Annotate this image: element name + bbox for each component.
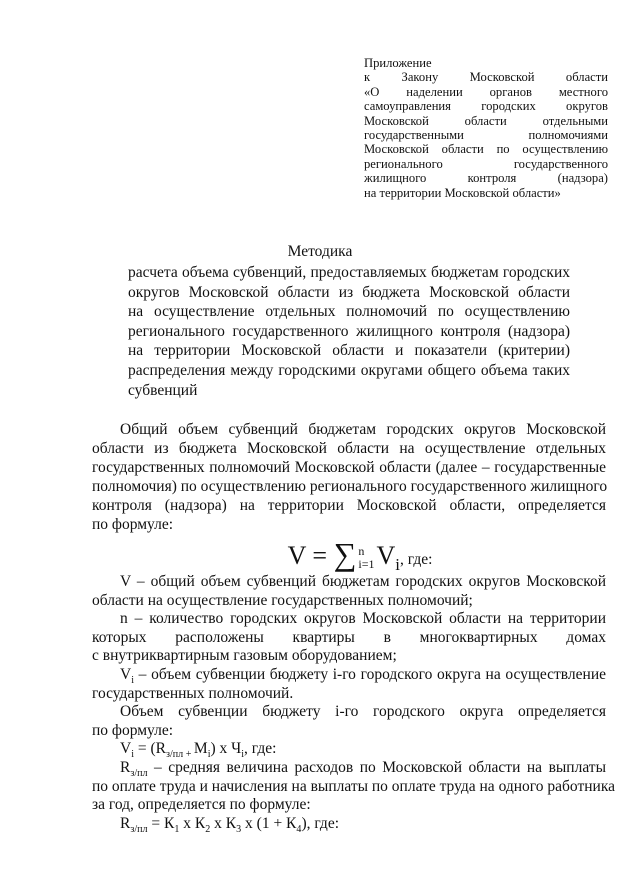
formula-part: ) х Ч — [210, 740, 242, 758]
formula-subscript: i — [207, 749, 211, 761]
formula-part: х (1 + К — [241, 814, 297, 832]
document-title: Методика — [287, 243, 353, 260]
formula-subscript: i — [131, 749, 134, 761]
appendix-line: «О наделении органов местного — [364, 84, 608, 99]
sum-symbol: ∑ — [333, 536, 357, 572]
formula-part: х К — [179, 814, 206, 832]
total-volume-formula — [0, 536, 640, 577]
formula-part: = (R — [134, 740, 166, 758]
subtitle-line: субвенций — [128, 381, 198, 399]
appendix-line: регионального государственного — [364, 156, 608, 171]
subtitle-line: округов Московской области из бюджета Московской области — [128, 283, 570, 301]
formula-term: V — [376, 541, 396, 570]
r-formula — [92, 815, 606, 834]
formula-part: R — [120, 814, 131, 832]
paragraph-line: контроля (надзора) на территории Московской области, определяется — [92, 497, 606, 514]
symbol-subscript: i — [131, 675, 134, 687]
definition-line: за год, определяется по формуле: — [92, 796, 311, 814]
definition-line: государственных полномочий. — [92, 684, 294, 702]
formula-subscript: 3 — [236, 823, 242, 835]
appendix-line: Приложение — [364, 56, 432, 70]
formula-part: х К — [210, 814, 237, 832]
sum-lower-limit: i=1 — [358, 557, 375, 572]
formula-subscript: 1 — [174, 823, 180, 835]
symbol-v: V — [120, 665, 132, 683]
formula-where: , где: — [399, 551, 433, 568]
subtitle-line: на территории Московской области и показатели (критерии) — [128, 342, 570, 360]
paragraph-line: по формуле: — [92, 516, 174, 533]
formula-part: M — [193, 740, 208, 758]
definition-line: n – количество городских округов Московской области на территории — [120, 610, 606, 628]
subtitle-line: регионального государственного жилищного контроля (надзора) — [128, 322, 570, 340]
subtitle-line: распределения между городскими округами общего объема таких — [128, 361, 570, 379]
formula-part: , где: — [244, 740, 277, 758]
definition-text: – средняя величина расходов по Московской области на выплаты — [147, 758, 606, 776]
formula-part: ), где: — [301, 814, 340, 832]
appendix-header — [364, 56, 608, 200]
appendix-line: государственными полномочиями — [364, 128, 608, 143]
definition-line: V – общий объем субвенций бюджетам городских округов Московской — [120, 573, 606, 590]
subtitle-line: расчета объема субвенций, предоставляемых бюджетам городских — [128, 264, 570, 281]
paragraph-line: полномочия) по осуществлению регионального государственного жилищного — [92, 478, 608, 495]
subtitle-line: на осуществление отдельных полномочий по осуществлению — [128, 303, 570, 321]
formula-part: = К — [147, 814, 175, 832]
formula-subscript: 2 — [205, 823, 211, 835]
appendix-line: Московской области по осуществлению — [364, 142, 608, 157]
symbol-r: R — [120, 758, 131, 776]
formula-subscript: 4 — [296, 823, 302, 835]
paragraph-line: Общий объем субвенций бюджетам городских округов Московской — [120, 421, 606, 438]
formula-subscript: з/пл + — [166, 749, 194, 761]
symbol-subscript: з/пл — [130, 768, 148, 780]
definition-line: по формуле: — [92, 721, 174, 739]
paragraph-line: области из бюджета Московской области на осуществление отдельных — [92, 440, 606, 457]
intro-paragraph — [92, 420, 606, 534]
definition-line: с внутриквартирным газовым оборудованием; — [92, 647, 397, 665]
formula-subscript: з/пл — [130, 823, 148, 835]
definition-line: Объем субвенции бюджету i-го городского округа определяется — [120, 703, 606, 721]
paragraph-line: государственных полномочий Московской области (далее – государственные — [92, 459, 606, 476]
definition-line-vi — [92, 666, 606, 685]
formula-lhs: V = — [287, 541, 334, 570]
formula-part: V — [120, 740, 132, 758]
formula-term-subscript: i — [395, 555, 400, 575]
formula-subscript: i — [241, 749, 245, 761]
definition-line: области на осуществление государственных полномочий; — [92, 591, 473, 609]
sum-limits — [358, 545, 374, 571]
appendix-line: на территории Московской области» — [364, 185, 561, 200]
appendix-line: жилищного контроля (надзора) — [364, 171, 608, 186]
definitions-block — [92, 573, 615, 835]
vi-formula — [92, 740, 606, 759]
definition-line-r — [92, 759, 606, 778]
appendix-line: Московской области отдельными — [364, 113, 608, 128]
definition-line: по оплате труда и начисления на выплаты по оплате труда на одного работника — [92, 777, 615, 795]
definition-line: которых расположены квартиры в многоквартирных домах — [92, 628, 606, 646]
sum-upper-limit: n — [358, 544, 365, 559]
appendix-line: самоуправления городских округов — [364, 99, 608, 114]
document-subtitle — [128, 263, 570, 400]
definition-text: – объем субвенции бюджету i-го городского округа на осуществление — [134, 665, 606, 683]
appendix-line: к Закону Московской области — [364, 70, 608, 85]
